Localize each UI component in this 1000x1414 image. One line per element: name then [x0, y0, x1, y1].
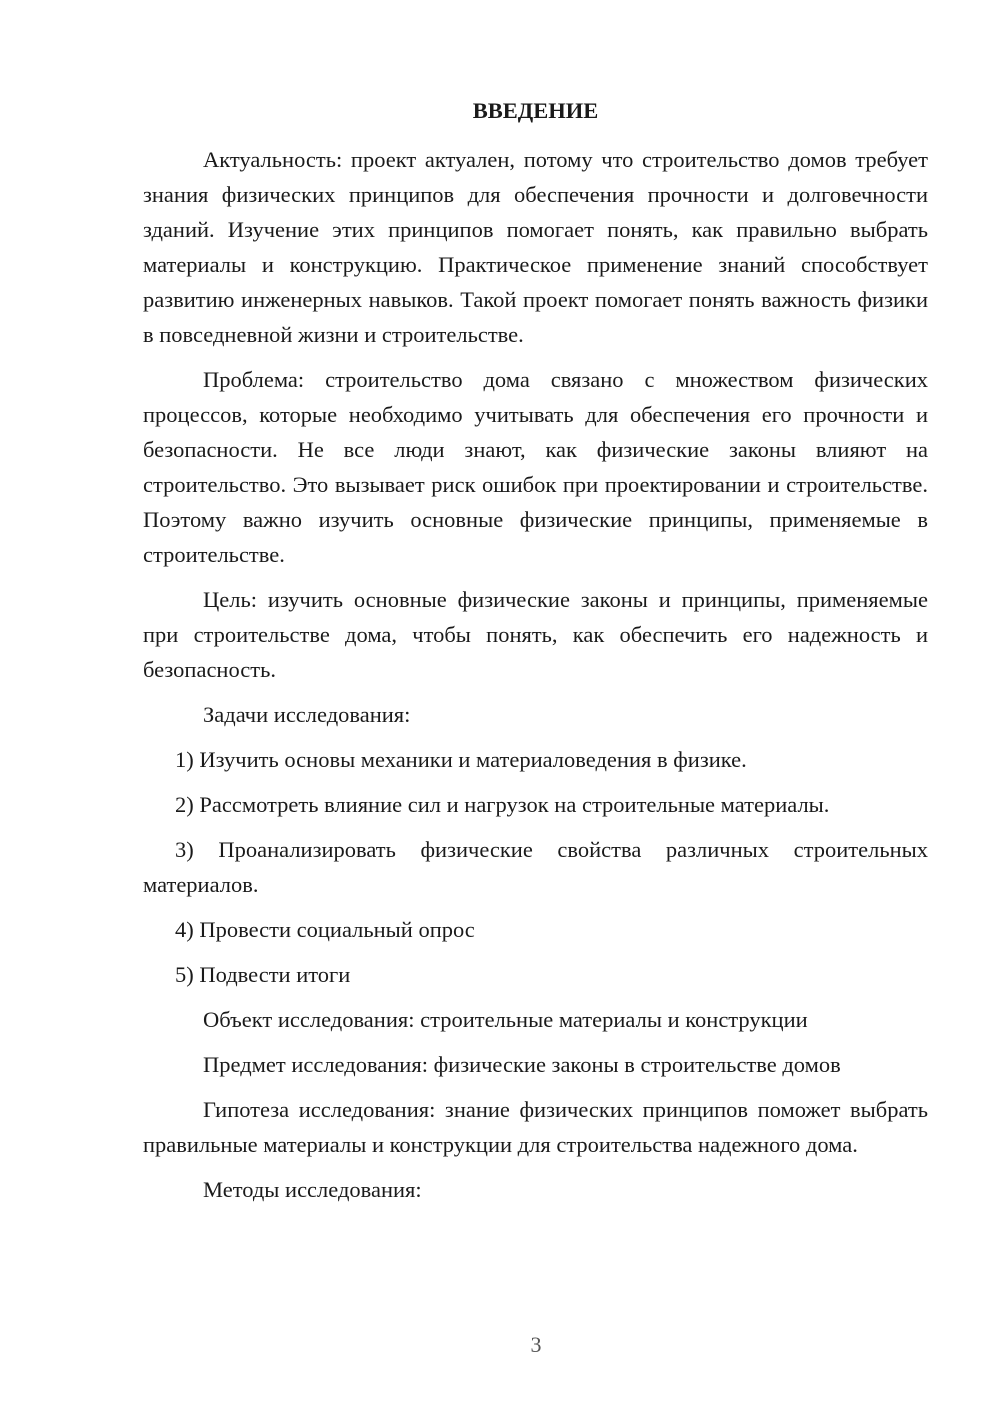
tasks-heading: Задачи исследования:	[203, 702, 411, 727]
relevance-paragraph: Актуальность: проект актуален, потому что строительство домов требует знания физических принципов для обеспечения прочности и долговечности зданий. Изучение этих принципов помогает понять, как правильно выбрать материалы и конструкцию. Практическое применение знаний способствует развитию инженерных навыков. Такой проект помогает понять важность физики в повседневной жизни и строительстве.	[143, 147, 928, 347]
task-item-1: 1) Изучить основы механики и материаловедения в физике.	[175, 747, 747, 772]
problem-paragraph: Проблема: строительство дома связано с множеством физических процессов, которые необходимо учитывать для обеспечения его прочности и безопасности. Не все люди знают, как физические законы влияют на строительство. Это вызывает риск ошибок при проектировании и строительстве. Поэтому важно изучить основные физические принципы, применяемые в строительстве.	[143, 367, 928, 567]
research-hypothesis: Гипотеза исследования: знание физических принципов поможет выбрать правильные материалы и конструкции для строительства надежного дома.	[143, 1097, 928, 1157]
task-item-5: 5) Подвести итоги	[175, 962, 351, 987]
page-number: 3	[530, 1332, 542, 1357]
goal-paragraph: Цель: изучить основные физические законы и принципы, применяемые при строительстве дома, чтобы понять, как обеспечить его надежность и безопасность.	[143, 587, 928, 682]
section-title: ВВЕДЕНИЕ	[472, 98, 599, 123]
research-object: Объект исследования: строительные материалы и конструкции	[203, 1007, 808, 1032]
task-item-2: 2) Рассмотреть влияние сил и нагрузок на строительные материалы.	[175, 792, 830, 817]
task-item-3: 3) Проанализировать физические свойства различных строительных материалов.	[143, 837, 928, 897]
task-item-4: 4) Провести социальный опрос	[175, 917, 475, 942]
page-content	[143, 93, 928, 1217]
research-subject: Предмет исследования: физические законы в строительстве домов	[203, 1052, 841, 1077]
methods-heading: Методы исследования:	[203, 1177, 422, 1202]
